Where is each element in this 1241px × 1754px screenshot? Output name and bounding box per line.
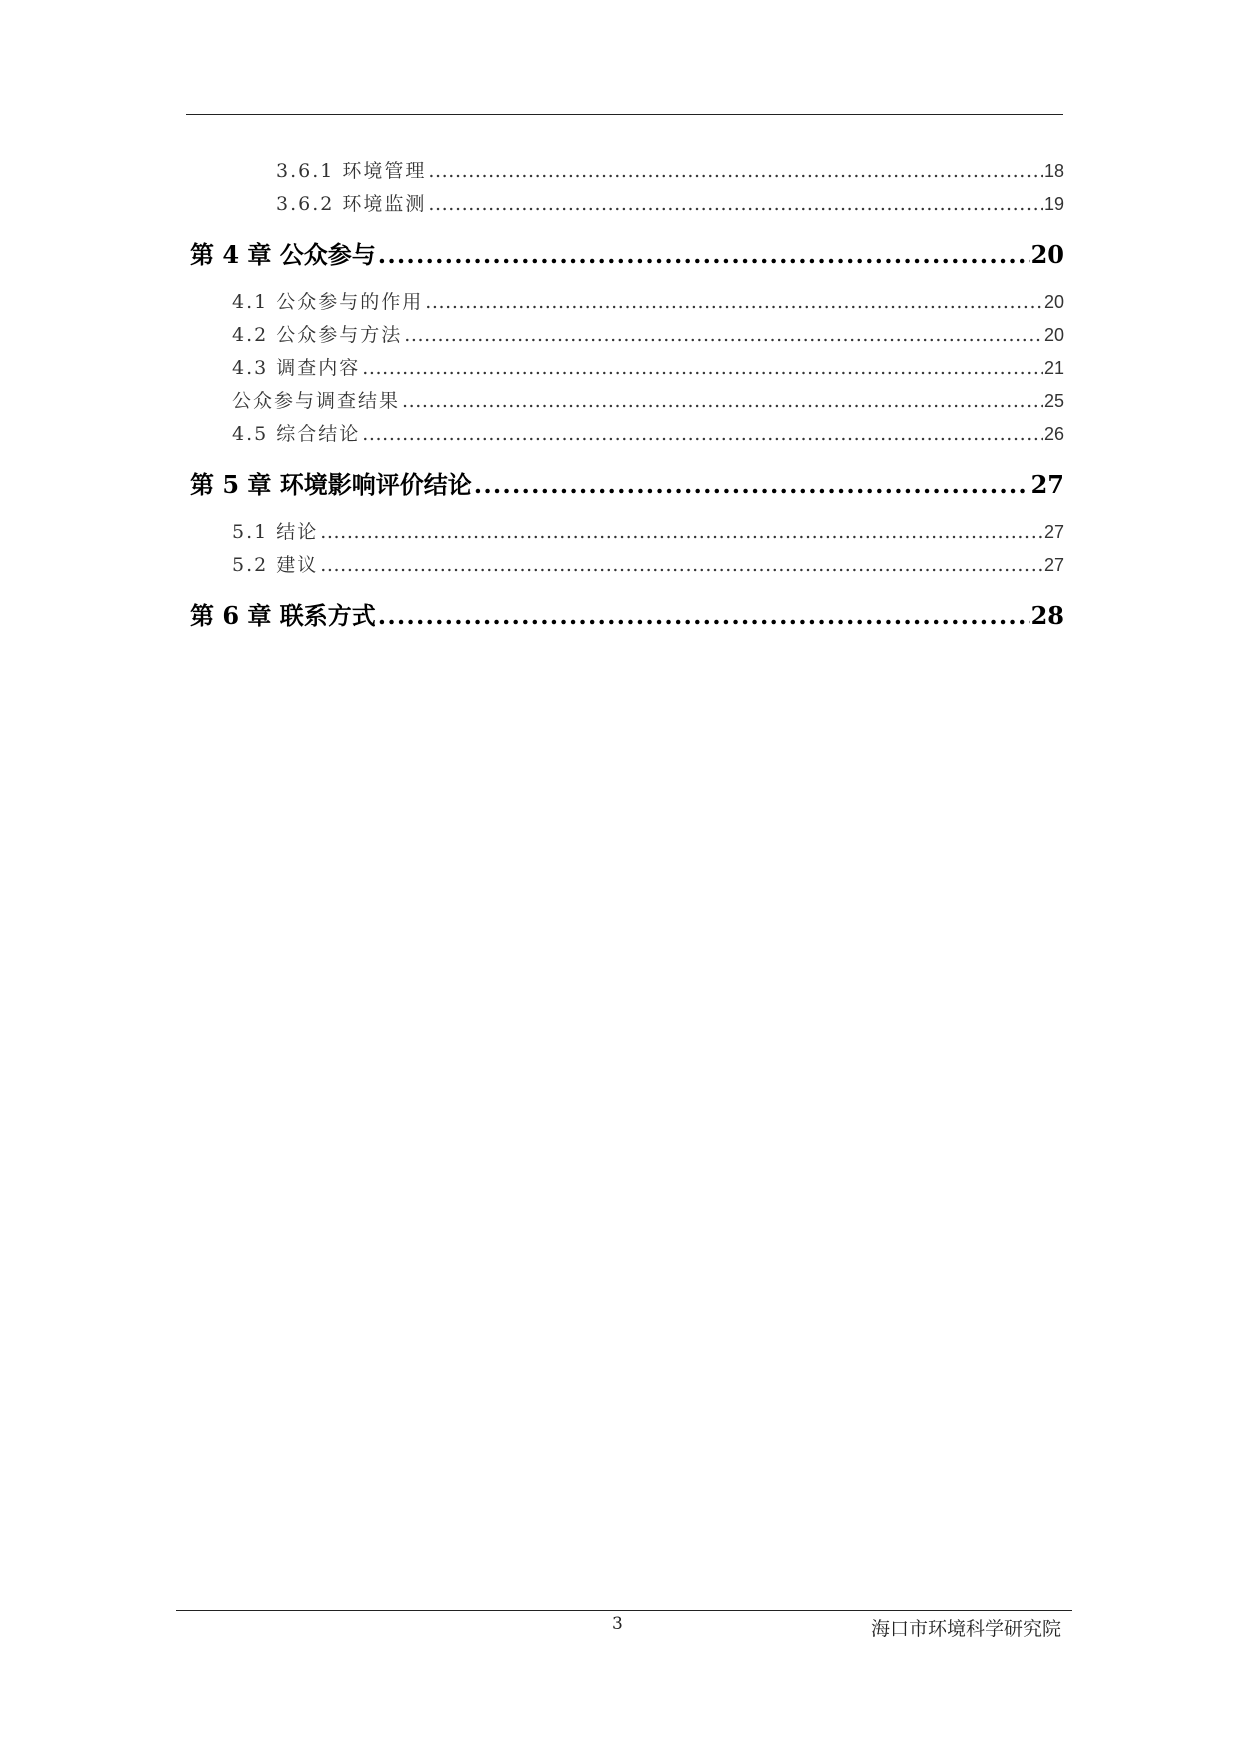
toc-leader-dots bbox=[425, 291, 1043, 313]
toc-leader-dots bbox=[428, 193, 1043, 215]
toc-entry-chapter-5[interactable] bbox=[190, 465, 1064, 500]
toc-entry-label: 4.1 公众参与的作用 bbox=[232, 291, 424, 313]
toc-entry-page: 25 bbox=[1043, 391, 1064, 411]
toc-leader-dots bbox=[378, 601, 1030, 630]
toc-leader-dots bbox=[404, 324, 1043, 346]
toc-entry-4-2[interactable] bbox=[232, 320, 1064, 347]
toc-entry-5-1[interactable] bbox=[232, 517, 1064, 544]
toc-entry-label: 4.3 调查内容 bbox=[232, 357, 361, 379]
toc-entry-chapter-6[interactable] bbox=[190, 596, 1064, 631]
toc-entry-page: 20 bbox=[1043, 325, 1064, 345]
toc-entry-label: 第 5 章 环境影响评价结论 bbox=[190, 470, 472, 499]
toc-leader-dots bbox=[320, 521, 1043, 543]
toc-entry-4-5[interactable] bbox=[232, 419, 1064, 446]
toc-leader-dots bbox=[320, 554, 1043, 576]
toc-entry-page: 19 bbox=[1043, 194, 1064, 214]
toc-entry-page: 21 bbox=[1043, 358, 1064, 378]
toc-entry-page: 28 bbox=[1030, 601, 1064, 630]
toc-entry-label: 3.6.1 环境管理 bbox=[276, 160, 427, 182]
toc-entry-3-6-1[interactable] bbox=[276, 156, 1064, 183]
footer-organization: 海口市环境科学研究院 bbox=[870, 1618, 1061, 1640]
toc-entry-label: 4.5 综合结论 bbox=[232, 423, 361, 445]
toc-entry-label: 5.1 结论 bbox=[232, 521, 319, 543]
toc-leader-dots bbox=[428, 160, 1043, 182]
toc-leader-dots bbox=[378, 240, 1030, 269]
toc-entry-label: 公众参与调查结果 bbox=[232, 390, 401, 412]
toc-entry-3-6-2[interactable] bbox=[276, 189, 1064, 216]
toc-entry-label: 5.2 建议 bbox=[232, 554, 319, 576]
toc-entry-label: 第 6 章 联系方式 bbox=[190, 601, 376, 630]
toc-entry-4-3[interactable] bbox=[232, 353, 1064, 380]
toc-leader-dots bbox=[474, 470, 1030, 499]
toc-entry-page: 27 bbox=[1043, 555, 1064, 575]
toc-entry-chapter-4[interactable] bbox=[190, 235, 1064, 270]
toc-entry-label: 4.2 公众参与方法 bbox=[232, 324, 403, 346]
toc-entry-page: 27 bbox=[1043, 522, 1064, 542]
toc-entry-page: 18 bbox=[1043, 161, 1064, 181]
toc-leader-dots bbox=[362, 423, 1043, 445]
toc-entry-page: 26 bbox=[1043, 424, 1064, 444]
toc-entry-page: 20 bbox=[1043, 292, 1064, 312]
footer-rule bbox=[176, 1610, 1072, 1611]
toc-entry-label: 3.6.2 环境监测 bbox=[276, 193, 427, 215]
toc-entry-5-2[interactable] bbox=[232, 550, 1064, 577]
toc-entry-label: 第 4 章 公众参与 bbox=[190, 240, 376, 269]
toc-entry-page: 27 bbox=[1030, 470, 1064, 499]
toc-entry-4-4[interactable] bbox=[232, 386, 1064, 413]
toc-leader-dots bbox=[402, 390, 1043, 412]
toc-entry-page: 20 bbox=[1030, 240, 1064, 269]
toc-entry-4-1[interactable] bbox=[232, 287, 1064, 314]
toc-leader-dots bbox=[362, 357, 1043, 379]
page-number: 3 bbox=[612, 1614, 623, 1634]
